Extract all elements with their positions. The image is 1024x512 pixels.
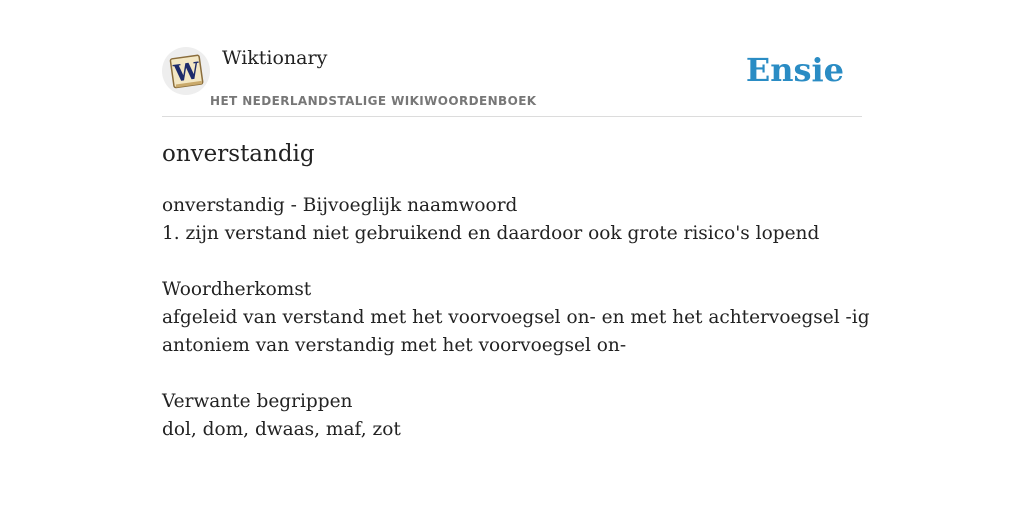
etymology-line: afgeleid van verstand met het voorvoegsel on- en met het achtervoegsel -ig bbox=[162, 307, 870, 328]
site-header bbox=[162, 40, 862, 117]
wiktionary-w-icon bbox=[162, 47, 210, 95]
entry-heading-line: onverstandig - Bijvoeglijk naamwoord bbox=[162, 195, 518, 216]
related-terms-heading: Verwante begrippen bbox=[162, 391, 353, 412]
site-tagline: HET NEDERLANDSTALIGE WIKIWOORDENBOEK bbox=[210, 94, 537, 108]
site-brand[interactable]: Wiktionary bbox=[222, 47, 328, 69]
ensie-logo[interactable]: Ensie bbox=[745, 51, 844, 89]
blank-line bbox=[162, 248, 862, 276]
blank-line bbox=[162, 360, 862, 388]
related-terms-line: dol, dom, dwaas, maf, zot bbox=[162, 419, 401, 440]
definition-line: 1. zijn verstand niet gebruikend en daardoor ook grote risico's lopend bbox=[162, 223, 820, 244]
antonym-line: antoniem van verstandig met het voorvoegsel on- bbox=[162, 335, 627, 356]
etymology-heading: Woordherkomst bbox=[162, 279, 312, 300]
entry-content bbox=[162, 192, 870, 444]
wiktionary-logo[interactable] bbox=[162, 47, 210, 95]
svg-text:W: W bbox=[172, 57, 202, 88]
page-title: onverstandig bbox=[162, 141, 315, 167]
